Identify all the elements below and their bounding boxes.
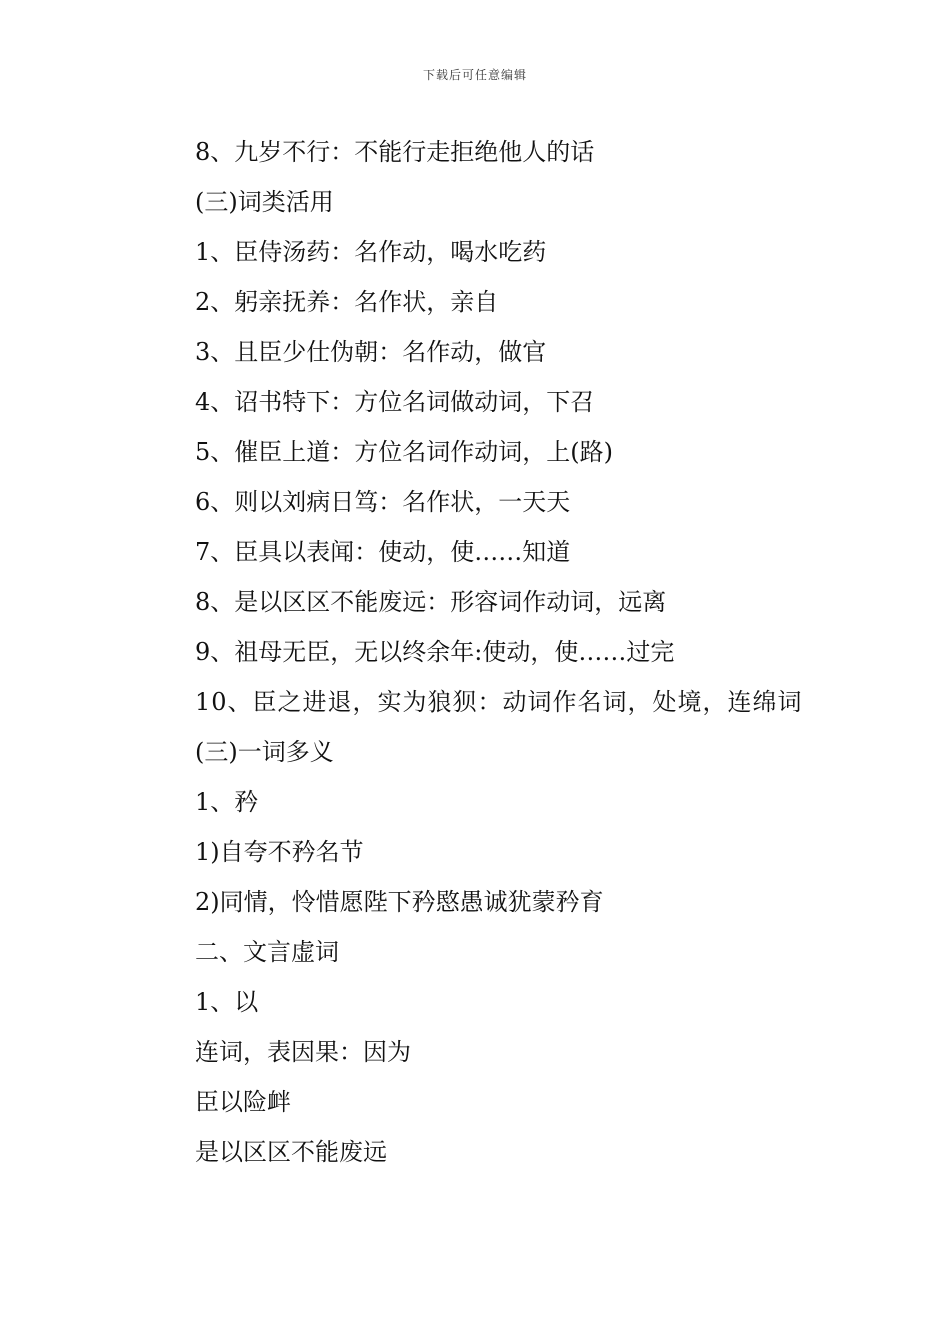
section-heading: (三)词类活用	[195, 188, 334, 216]
text-line: 8、九岁不行：不能行走拒绝他人的话	[195, 138, 595, 166]
text-line: 1、矜	[195, 788, 259, 816]
page-header: 下载后可任意编辑	[422, 68, 527, 82]
text-line: 4、诏书特下：方位名词做动词，下召	[195, 388, 595, 416]
text-line: 1、臣侍汤药：名作动，喝水吃药	[195, 238, 547, 266]
text-line: 连词，表因果：因为	[195, 1038, 411, 1066]
text-line: 10、臣之进退，实为狼狈：动词作名词，处境，连绵词	[195, 688, 803, 716]
text-line: 2)同情，怜惜愿陛下矜愍愚诚犹蒙矜育	[195, 888, 604, 916]
text-line: 1)自夸不矜名节	[195, 838, 364, 866]
text-line: 是以区区不能废远	[195, 1138, 387, 1166]
text-line: 6、则以刘病日笃：名作状，一天天	[195, 488, 571, 516]
text-line: 9、祖母无臣，无以终余年:使动，使……过完	[195, 638, 675, 666]
text-line: 5、催臣上道：方位名词作动词，上(路)	[195, 438, 613, 466]
text-line: 3、且臣少仕伪朝：名作动，做官	[195, 338, 547, 366]
text-line: 8、是以区区不能废远：形容词作动词，远离	[195, 588, 667, 616]
text-line: 7、臣具以表闻：使动，使……知道	[195, 538, 571, 566]
text-line: 1、以	[195, 988, 259, 1016]
section-heading: 二、文言虚词	[195, 938, 339, 966]
text-line: 2、躬亲抚养：名作状，亲自	[195, 288, 499, 316]
document-body	[145, 127, 815, 1177]
section-heading: (三)一词多义	[195, 738, 334, 766]
text-line: 臣以险衅	[195, 1088, 291, 1116]
